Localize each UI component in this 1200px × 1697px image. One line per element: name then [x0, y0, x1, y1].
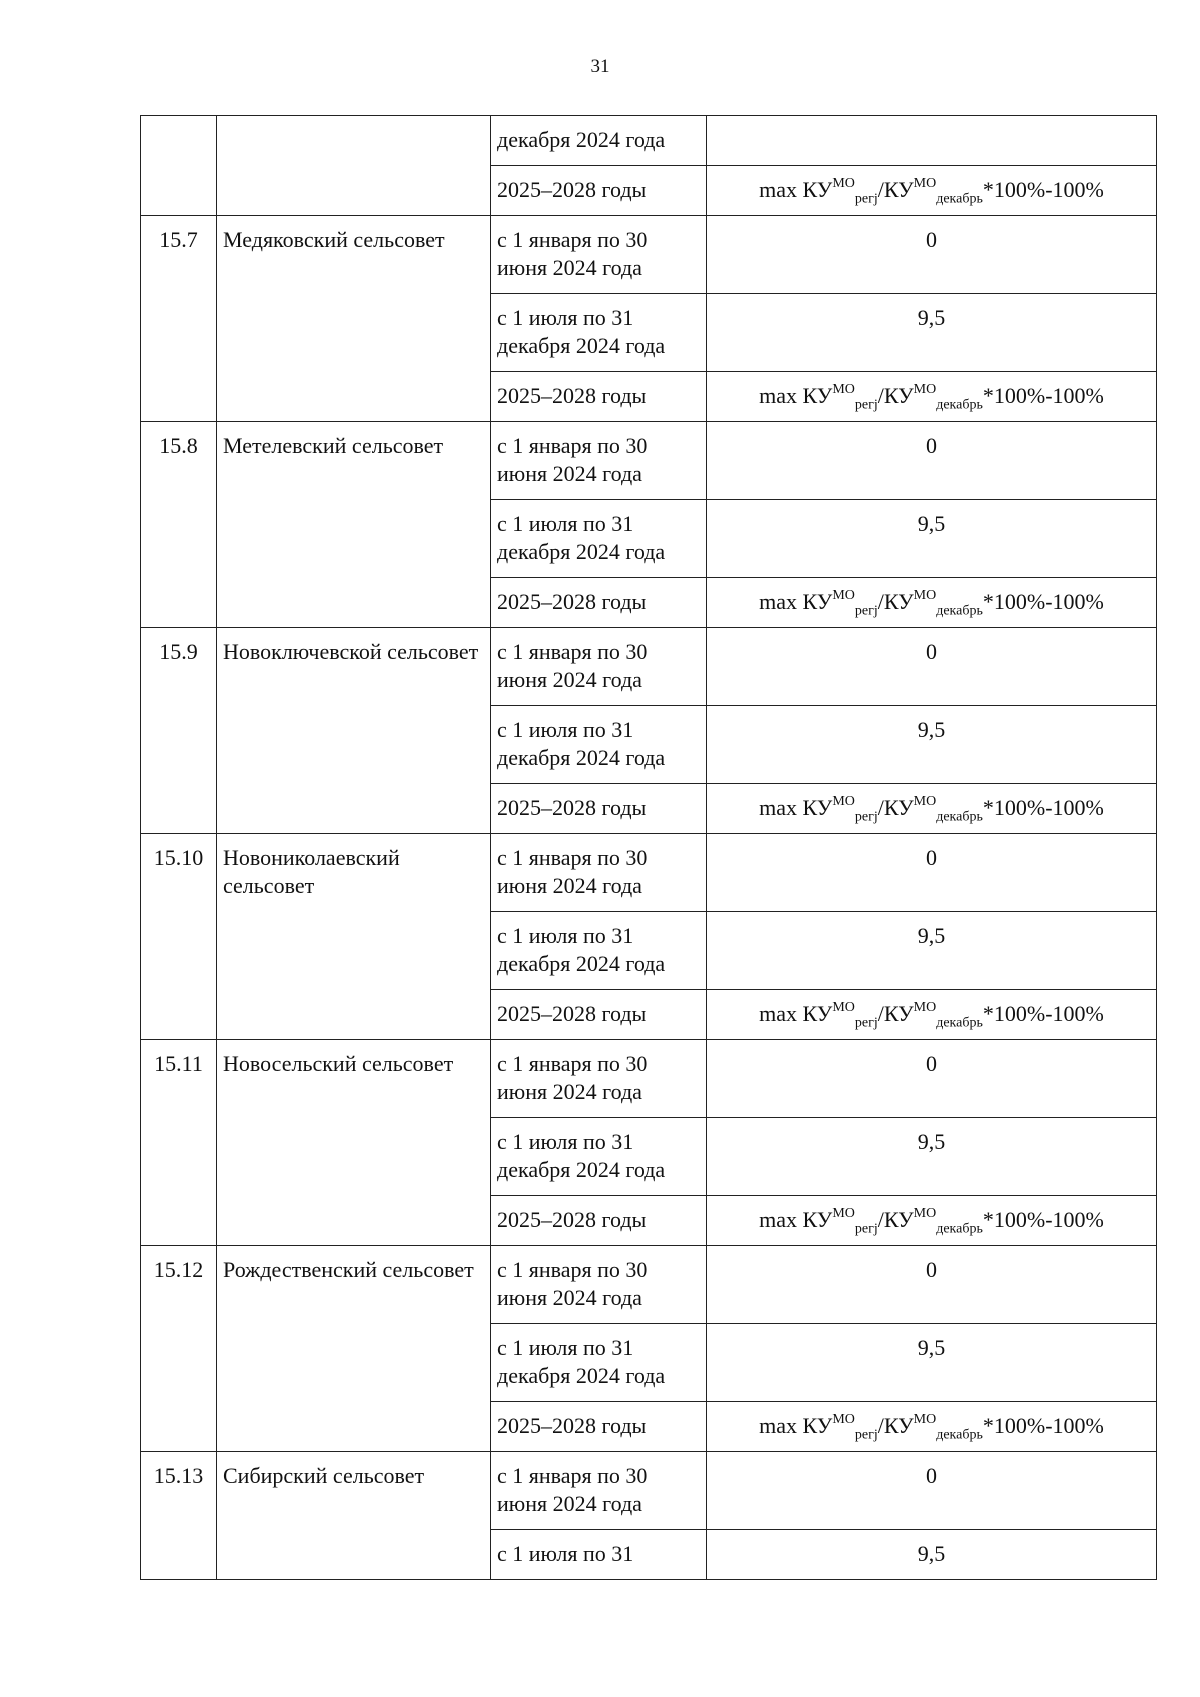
table-row	[141, 216, 1157, 294]
value-cell: 9,5	[707, 1530, 1157, 1580]
municipality-cell	[217, 116, 491, 216]
formula-sub: декабрь	[936, 397, 983, 413]
table-row	[141, 422, 1157, 500]
formula-post: *100%-100%	[982, 1207, 1104, 1232]
formula-sub: регj	[854, 397, 878, 413]
period-cell: с 1 июля по 31	[491, 1530, 707, 1580]
row-number-cell: 15.13	[141, 1452, 217, 1580]
table-row	[141, 1246, 1157, 1324]
formula-sub: регj	[854, 603, 878, 619]
municipality-cell: Сибирский сельсовет	[217, 1452, 491, 1580]
formula-mid: /КУ	[877, 795, 914, 820]
formula-cell	[707, 990, 1157, 1040]
value-cell: 9,5	[707, 294, 1157, 372]
formula-sub: регj	[854, 1221, 878, 1237]
municipality-cell: Медяковский сельсовет	[217, 216, 491, 422]
formula-pre: max КУ	[759, 383, 833, 408]
period-cell: с 1 января по 30 июня 2024 года	[491, 216, 707, 294]
period-cell: с 1 января по 30 июня 2024 года	[491, 422, 707, 500]
formula-mid: /КУ	[877, 1413, 914, 1438]
period-cell: с 1 января по 30 июня 2024 года	[491, 1040, 707, 1118]
formula	[759, 587, 1104, 619]
value-cell	[707, 116, 1157, 166]
formula-mid: /КУ	[877, 589, 914, 614]
period-cell: с 1 июля по 31 декабря 2024 года	[491, 912, 707, 990]
table-row	[141, 628, 1157, 706]
formula-sup: МО	[913, 175, 937, 191]
formula-sub: регj	[854, 191, 878, 207]
formula-post: *100%-100%	[982, 589, 1104, 614]
value-cell: 0	[707, 834, 1157, 912]
formula-post: *100%-100%	[982, 1001, 1104, 1026]
row-number-cell: 15.7	[141, 216, 217, 422]
value-cell: 0	[707, 628, 1157, 706]
formula-pre: max КУ	[759, 589, 833, 614]
formula-sub: декабрь	[936, 809, 983, 825]
value-cell: 9,5	[707, 1118, 1157, 1196]
tariff-table	[140, 115, 1157, 1580]
formula-pre: max КУ	[759, 1001, 833, 1026]
formula	[759, 1205, 1104, 1237]
formula-cell	[707, 166, 1157, 216]
formula-mid: /КУ	[877, 383, 914, 408]
formula-sub: регj	[854, 1427, 878, 1443]
row-number-cell: 15.8	[141, 422, 217, 628]
formula-cell	[707, 578, 1157, 628]
period-cell: с 1 июля по 31 декабря 2024 года	[491, 500, 707, 578]
period-cell: 2025–2028 годы	[491, 1196, 707, 1246]
formula-post: *100%-100%	[982, 1413, 1104, 1438]
period-cell: с 1 января по 30 июня 2024 года	[491, 834, 707, 912]
formula-sup: МО	[832, 175, 855, 191]
municipality-cell: Новоключевской сельсовет	[217, 628, 491, 834]
formula-sub: декабрь	[936, 603, 983, 619]
value-cell: 9,5	[707, 500, 1157, 578]
period-cell: с 1 июля по 31 декабря 2024 года	[491, 294, 707, 372]
table-row	[141, 116, 1157, 166]
formula-mid: /КУ	[877, 177, 914, 202]
formula	[759, 793, 1104, 825]
period-cell: с 1 июля по 31 декабря 2024 года	[491, 706, 707, 784]
formula-mid: /КУ	[877, 1001, 914, 1026]
formula-cell	[707, 1196, 1157, 1246]
formula	[759, 175, 1104, 207]
formula-sub: декабрь	[936, 1221, 983, 1237]
formula-cell	[707, 1402, 1157, 1452]
formula-sup: МО	[913, 587, 937, 603]
period-cell: 2025–2028 годы	[491, 578, 707, 628]
municipality-cell: Рождественский сельсовет	[217, 1246, 491, 1452]
formula-sup: МО	[832, 381, 855, 397]
formula-sub: декабрь	[936, 191, 983, 207]
formula-sup: МО	[832, 1205, 855, 1221]
formula-sup: МО	[913, 793, 937, 809]
value-cell: 0	[707, 216, 1157, 294]
formula-sup: МО	[832, 1411, 855, 1427]
formula-sub: декабрь	[936, 1015, 983, 1031]
formula-post: *100%-100%	[982, 383, 1104, 408]
value-cell: 9,5	[707, 1324, 1157, 1402]
value-cell: 0	[707, 1040, 1157, 1118]
formula-pre: max КУ	[759, 1413, 833, 1438]
value-cell: 0	[707, 1246, 1157, 1324]
municipality-cell: Новониколаевский сельсовет	[217, 834, 491, 1040]
period-cell: с 1 июля по 31 декабря 2024 года	[491, 1118, 707, 1196]
formula-sub: регj	[854, 809, 878, 825]
formula	[759, 1411, 1104, 1443]
page-number: 31	[590, 56, 610, 77]
formula-sup: МО	[832, 793, 855, 809]
municipality-cell: Новосельский сельсовет	[217, 1040, 491, 1246]
value-cell: 0	[707, 1452, 1157, 1530]
period-cell: с 1 января по 30 июня 2024 года	[491, 628, 707, 706]
formula-sup: МО	[913, 381, 937, 397]
formula-sub: декабрь	[936, 1427, 983, 1443]
period-cell: с 1 июля по 31 декабря 2024 года	[491, 1324, 707, 1402]
period-cell: 2025–2028 годы	[491, 166, 707, 216]
formula	[759, 999, 1104, 1031]
value-cell: 9,5	[707, 912, 1157, 990]
row-number-cell: 15.12	[141, 1246, 217, 1452]
row-number-cell: 15.9	[141, 628, 217, 834]
table-row	[141, 834, 1157, 912]
formula-pre: max КУ	[759, 795, 833, 820]
formula-sup: МО	[913, 1205, 937, 1221]
period-cell: 2025–2028 годы	[491, 1402, 707, 1452]
period-cell: 2025–2028 годы	[491, 372, 707, 422]
value-cell: 0	[707, 422, 1157, 500]
formula-cell	[707, 372, 1157, 422]
formula-mid: /КУ	[877, 1207, 914, 1232]
formula-pre: max КУ	[759, 177, 833, 202]
table-row	[141, 1040, 1157, 1118]
row-number-cell: 15.10	[141, 834, 217, 1040]
row-number-cell: 15.11	[141, 1040, 217, 1246]
formula-sup: МО	[832, 999, 855, 1015]
formula-post: *100%-100%	[982, 795, 1104, 820]
formula-sup: МО	[913, 999, 937, 1015]
period-cell: с 1 января по 30 июня 2024 года	[491, 1452, 707, 1530]
formula-pre: max КУ	[759, 1207, 833, 1232]
period-cell: 2025–2028 годы	[491, 784, 707, 834]
municipality-cell: Метелевский сельсовет	[217, 422, 491, 628]
formula-sup: МО	[832, 587, 855, 603]
table-row	[141, 1452, 1157, 1530]
formula-sub: регj	[854, 1015, 878, 1031]
formula-post: *100%-100%	[982, 177, 1104, 202]
period-cell: 2025–2028 годы	[491, 990, 707, 1040]
formula	[759, 381, 1104, 413]
period-cell: с 1 января по 30 июня 2024 года	[491, 1246, 707, 1324]
formula-sup: МО	[913, 1411, 937, 1427]
row-number-cell	[141, 116, 217, 216]
value-cell: 9,5	[707, 706, 1157, 784]
period-cell: декабря 2024 года	[491, 116, 707, 166]
formula-cell	[707, 784, 1157, 834]
